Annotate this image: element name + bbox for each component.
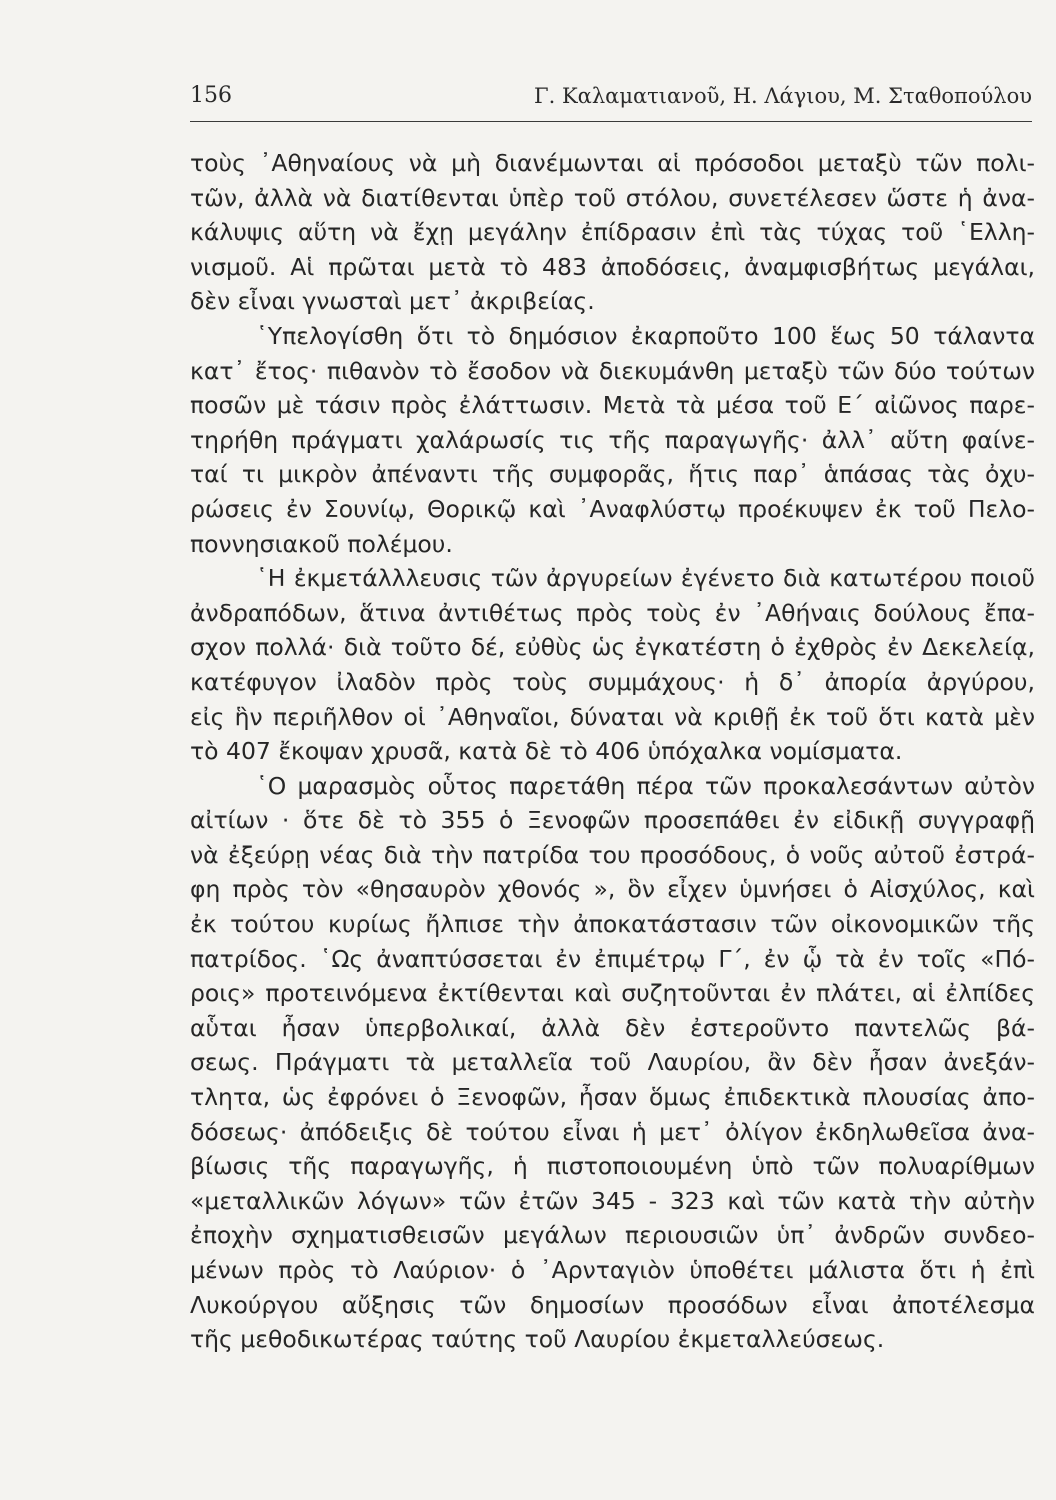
- text-line: ῾Η ἐκμετάλλλευσις τῶν ἀργυρείων ἐγένετο διὰ κατωτέρου ποιοῦ: [256, 564, 1035, 593]
- header-rule: [190, 121, 1032, 122]
- text-line: κατέφυγον ἰλαδὸν πρὸς τοὺς συμμάχους· ἡ δ᾿ ἀπορία ἀργύρου,: [190, 667, 1035, 696]
- text-line: «μεταλλικῶν λόγων» τῶν ἐτῶν 345 - 323 καὶ τῶν κατὰ τὴν αὐτὴν: [190, 1186, 1035, 1215]
- text-line: σεως. Πράγματι τὰ μεταλλεῖα τοῦ Λαυρίου, ἂν δὲν ἦσαν ἀνεξάν-: [190, 1048, 1035, 1077]
- text-line: βίωσις τῆς παραγωγῆς, ἡ πιστοποιουμένη ὑπὸ τῶν πολυαρίθμων: [190, 1152, 1035, 1181]
- text-line: ροις» προτεινόμενα ἐκτίθενται καὶ συζητοῦνται ἐν πλάτει, αἱ ἐλπίδες: [190, 979, 1035, 1008]
- page-header: [190, 78, 1032, 118]
- text-line: ταί τι μικρὸν ἀπέναντι τῆς συμφορᾶς, ἥτις παρ᾿ ἁπάσας τὰς ὀχυ-: [190, 460, 1035, 489]
- text-line: τλητα, ὡς ἐφρόνει ὁ Ξενοφῶν, ἦσαν ὅμως ἐπιδεκτικὰ πλουσίας ἀπο-: [190, 1083, 1035, 1112]
- page-number: 156: [190, 83, 232, 108]
- text-line: ῾Ο μαρασμὸς οὗτος παρετάθη πέρα τῶν προκαλεσάντων αὐτὸν: [256, 771, 1035, 800]
- text-line: δὲν εἶναι γνωσταὶ μετ᾿ ἀκριβείας.: [190, 287, 595, 316]
- text-line: νὰ ἐξεύρῃ νέας διὰ τὴν πατρίδα του προσόδους, ὁ νοῦς αὐτοῦ ἐστρά-: [190, 840, 1035, 869]
- text-line: ἐκ τούτου κυρίως ἤλπισε τὴν ἀποκατάστασιν τῶν οἰκονομικῶν τῆς: [190, 910, 1035, 939]
- text-line: μένων πρὸς τὸ Λαύριον· ὁ ᾿Αρνταγιὸν ὑποθέτει μάλιστα ὅτι ἡ ἐπὶ: [190, 1256, 1035, 1284]
- text-line: ποσῶν μὲ τάσιν πρὸς ἐλάττωσιν. Μετὰ τὰ μέσα τοῦ Ε΄ αἰῶνος παρε-: [190, 391, 1035, 420]
- text-line: τοὺς ᾿Αθηναίους νὰ μὴ διανέμωνται αἱ πρόσοδοι μεταξὺ τῶν πολι-: [190, 149, 1035, 177]
- body-text: [190, 146, 1035, 1357]
- text-line: Λυκούργου αὔξησις τῶν δημοσίων προσόδων εἶναι ἀποτέλεσμα: [190, 1290, 1035, 1319]
- text-line: αὗται ἦσαν ὑπερβολικαί, ἀλλὰ δὲν ἐστεροῦντο παντελῶς βά-: [190, 1013, 1035, 1042]
- text-line: ἐποχὴν σχηματισθεισῶν μεγάλων περιουσιῶν ὑπ᾿ ἀνδρῶν συνδεο-: [190, 1221, 1035, 1250]
- text-line: ῾Υπελογίσθη ὅτι τὸ δημόσιον ἐκαρποῦτο 100 ἕως 50 τάλαντα: [256, 321, 1035, 350]
- text-line: φη πρὸς τὸν «θησαυρὸν χθονός », ὃν εἶχεν ὑμνήσει ὁ Αἰσχύλος, καὶ: [190, 875, 1035, 904]
- text-line: τῆς μεθοδικωτέρας ταύτης τοῦ Λαυρίου ἐκμεταλλεύσεως.: [190, 1325, 885, 1354]
- text-line: εἰς ἣν περιῆλθον οἱ ᾿Αθηναῖοι, δύναται νὰ κριθῇ ἐκ τοῦ ὅτι κατὰ μὲν: [190, 702, 1035, 731]
- paragraph-1: [190, 146, 1035, 319]
- paragraph-2: [190, 319, 1035, 561]
- text-line: κατ᾿ ἔτος· πιθανὸν τὸ ἔσοδον νὰ διεκυμάνθη μεταξὺ τῶν δύο τούτων: [190, 356, 1035, 385]
- text-line: δόσεως· ἀπόδειξις δὲ τούτου εἶναι ἡ μετ᾿ ὀλίγον ἐκδηλωθεῖσα ἀνα-: [190, 1117, 1035, 1146]
- text-line: αἰτίων · ὅτε δὲ τὸ 355 ὁ Ξενοφῶν προσεπάθει ἐν εἰδικῇ συγγραφῇ: [190, 806, 1035, 835]
- text-line: πατρίδος. ῾Ως ἀναπτύσσεται ἐν ἐπιμέτρῳ Γ΄, ἐν ᾧ τὰ ἐν τοῖς «Πό-: [190, 944, 1035, 973]
- text-line: ρώσεις ἐν Σουνίῳ, Θορικῷ καὶ ᾿Αναφλύστῳ προέκυψεν ἐκ τοῦ Πελο-: [190, 494, 1035, 523]
- text-line: ἀνδραπόδων, ἅτινα ἀντιθέτως πρὸς τοὺς ἐν ᾿Αθήναις δούλους ἔπα-: [190, 598, 1035, 627]
- text-line: τῶν, ἀλλὰ νὰ διατίθενται ὑπὲρ τοῦ στόλου, συνετέλεσεν ὥστε ἡ ἀνα-: [190, 183, 1035, 212]
- paragraph-3: [190, 561, 1035, 769]
- text-line: σχον πολλά· διὰ τοῦτο δέ, εὐθὺς ὡς ἐγκατέστη ὁ ἐχθρὸς ἐν Δεκελείᾳ,: [190, 633, 1035, 662]
- running-head: Γ. Καλαματιανοῦ, Η. Λάγιου, Μ. Σταθοπούλου: [534, 84, 1032, 108]
- text-line: κάλυψις αὕτη νὰ ἔχῃ μεγάλην ἐπίδρασιν ἐπὶ τὰς τύχας τοῦ ῾Ελλη-: [190, 218, 1035, 247]
- text-line: νισμοῦ. Αἱ πρῶται μετὰ τὸ 483 ἀποδόσεις, ἀναμφισβήτως μεγάλαι,: [190, 252, 1035, 281]
- text-line: τηρήθη πράγματι χαλάρωσίς τις τῆς παραγωγῆς· ἀλλ᾿ αὕτη φαίνε-: [190, 425, 1035, 454]
- text-line: τὸ 407 ἔκοψαν χρυσᾶ, κατὰ δὲ τὸ 406 ὑπόχαλκα νομίσματα.: [190, 737, 903, 766]
- paragraph-4: [190, 769, 1035, 1357]
- text-line: ποννησιακοῦ πολέμου.: [190, 529, 453, 558]
